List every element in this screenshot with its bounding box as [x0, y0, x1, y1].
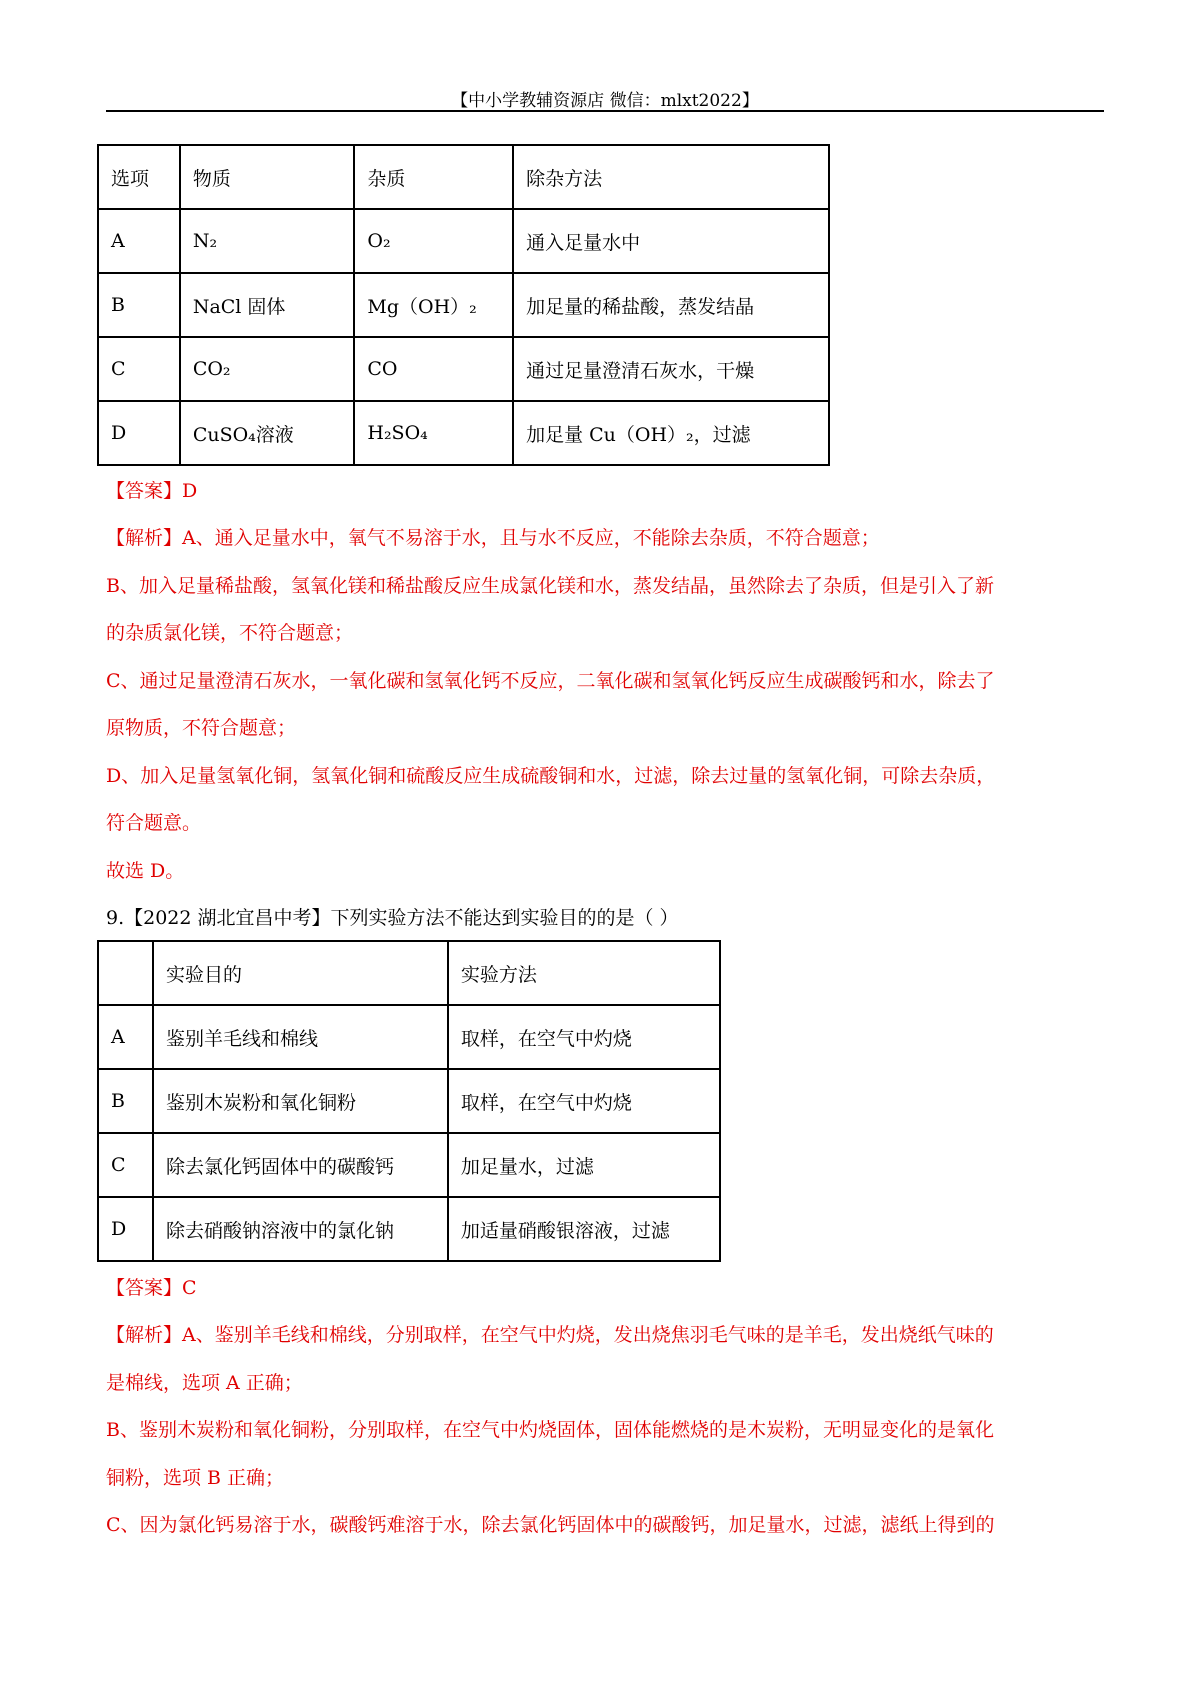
- table-cell: 通过足量澄清石灰水，干燥: [513, 337, 829, 401]
- table-row: [98, 1133, 720, 1197]
- table-cell: 加足量水，过滤: [448, 1133, 720, 1197]
- table-cell: 实验目的: [153, 941, 448, 1005]
- table-row: [98, 1005, 720, 1069]
- analysis-line: D、加入足量氢氧化铜，氢氧化铜和硫酸反应生成硫酸铜和水，过滤，除去过量的氢氧化铜，可除去杂质，: [106, 765, 996, 787]
- table-row: [98, 209, 829, 273]
- table-cell: 加足量的稀盐酸，蒸发结晶: [513, 273, 829, 337]
- analysis-line: 符合题意。: [106, 812, 202, 834]
- table-cell: 选项: [98, 145, 180, 209]
- experiment-method-table: [97, 940, 721, 1262]
- analysis-line: 是棉线，选项 A 正确；: [106, 1372, 303, 1394]
- table-cell: 取样，在空气中灼烧: [448, 1005, 720, 1069]
- table-cell: [98, 941, 153, 1005]
- header-text: 【中小学教辅资源店 微信：mlxt2022】: [451, 91, 759, 111]
- table-cell: 鉴别木炭粉和氧化铜粉: [153, 1069, 448, 1133]
- analysis-line: B、加入足量稀盐酸，氢氧化镁和稀盐酸反应生成氯化镁和水，蒸发结晶，虽然除去了杂质，但是引入了新: [106, 575, 994, 597]
- table-cell: C: [98, 337, 180, 401]
- analysis-line: C、因为氯化钙易溶于水，碳酸钙难溶于水，除去氯化钙固体中的碳酸钙，加足量水，过滤，滤纸上得到的: [106, 1514, 995, 1536]
- analysis-line: B、鉴别木炭粉和氧化铜粉，分别取样，在空气中灼烧固体，固体能燃烧的是木炭粉，无明显变化的是氧化: [106, 1419, 994, 1441]
- table-cell: 实验方法: [448, 941, 720, 1005]
- table-cell: 杂质: [354, 145, 513, 209]
- table-cell: CO₂: [180, 337, 355, 401]
- table-cell: O₂: [354, 209, 513, 273]
- analysis-line: 的杂质氯化镁，不符合题意；: [106, 622, 354, 644]
- page-header: [106, 86, 1104, 112]
- table-row: [98, 145, 829, 209]
- table-cell: 除去硝酸钠溶液中的氯化钠: [153, 1197, 448, 1261]
- table-row: [98, 941, 720, 1005]
- table-row: [98, 1069, 720, 1133]
- analysis-line: 【解析】A、通入足量水中，氧气不易溶于水，且与水不反应，不能除去杂质，不符合题意；: [106, 527, 880, 549]
- answer-2: 【答案】C: [106, 1277, 197, 1299]
- table-cell: D: [98, 1197, 153, 1261]
- table-cell: D: [98, 401, 180, 465]
- table-cell: B: [98, 1069, 153, 1133]
- analysis-line: 故选 D。: [106, 860, 185, 882]
- table-cell: CO: [354, 337, 513, 401]
- table-cell: C: [98, 1133, 153, 1197]
- table-cell: 物质: [180, 145, 355, 209]
- table-cell: 加适量硝酸银溶液，过滤: [448, 1197, 720, 1261]
- table-cell: Mg（OH）₂: [354, 273, 513, 337]
- table-cell: B: [98, 273, 180, 337]
- table-row: [98, 273, 829, 337]
- table-cell: A: [98, 209, 180, 273]
- table-cell: 取样，在空气中灼烧: [448, 1069, 720, 1133]
- question-9: 9.【2022 湖北宜昌中考】下列实验方法不能达到实验目的的是（ ）: [106, 907, 679, 929]
- analysis-line: 铜粉，选项 B 正确；: [106, 1467, 285, 1489]
- table-cell: 鉴别羊毛线和棉线: [153, 1005, 448, 1069]
- table-cell: 通入足量水中: [513, 209, 829, 273]
- analysis-line: 【解析】A、鉴别羊毛线和棉线，分别取样，在空气中灼烧，发出烧焦羽毛气味的是羊毛，发出烧纸气味的: [106, 1324, 994, 1346]
- table-cell: H₂SO₄: [354, 401, 513, 465]
- table-cell: 加足量 Cu（OH）₂，过滤: [513, 401, 829, 465]
- table-cell: 除去氯化钙固体中的碳酸钙: [153, 1133, 448, 1197]
- table-cell: NaCl 固体: [180, 273, 355, 337]
- table-row: [98, 1197, 720, 1261]
- answer-1: 【答案】D: [106, 480, 198, 502]
- table-cell: A: [98, 1005, 153, 1069]
- analysis-line: 原物质，不符合题意；: [106, 717, 297, 739]
- table-cell: CuSO₄溶液: [180, 401, 355, 465]
- table-cell: 除杂方法: [513, 145, 829, 209]
- analysis-line: C、通过足量澄清石灰水，一氧化碳和氢氧化钙不反应，二氧化碳和氢氧化钙反应生成碳酸钙和水，除去了: [106, 670, 995, 692]
- table-row: [98, 401, 829, 465]
- table-cell: N₂: [180, 209, 355, 273]
- impurity-removal-table: [97, 144, 830, 466]
- table-row: [98, 337, 829, 401]
